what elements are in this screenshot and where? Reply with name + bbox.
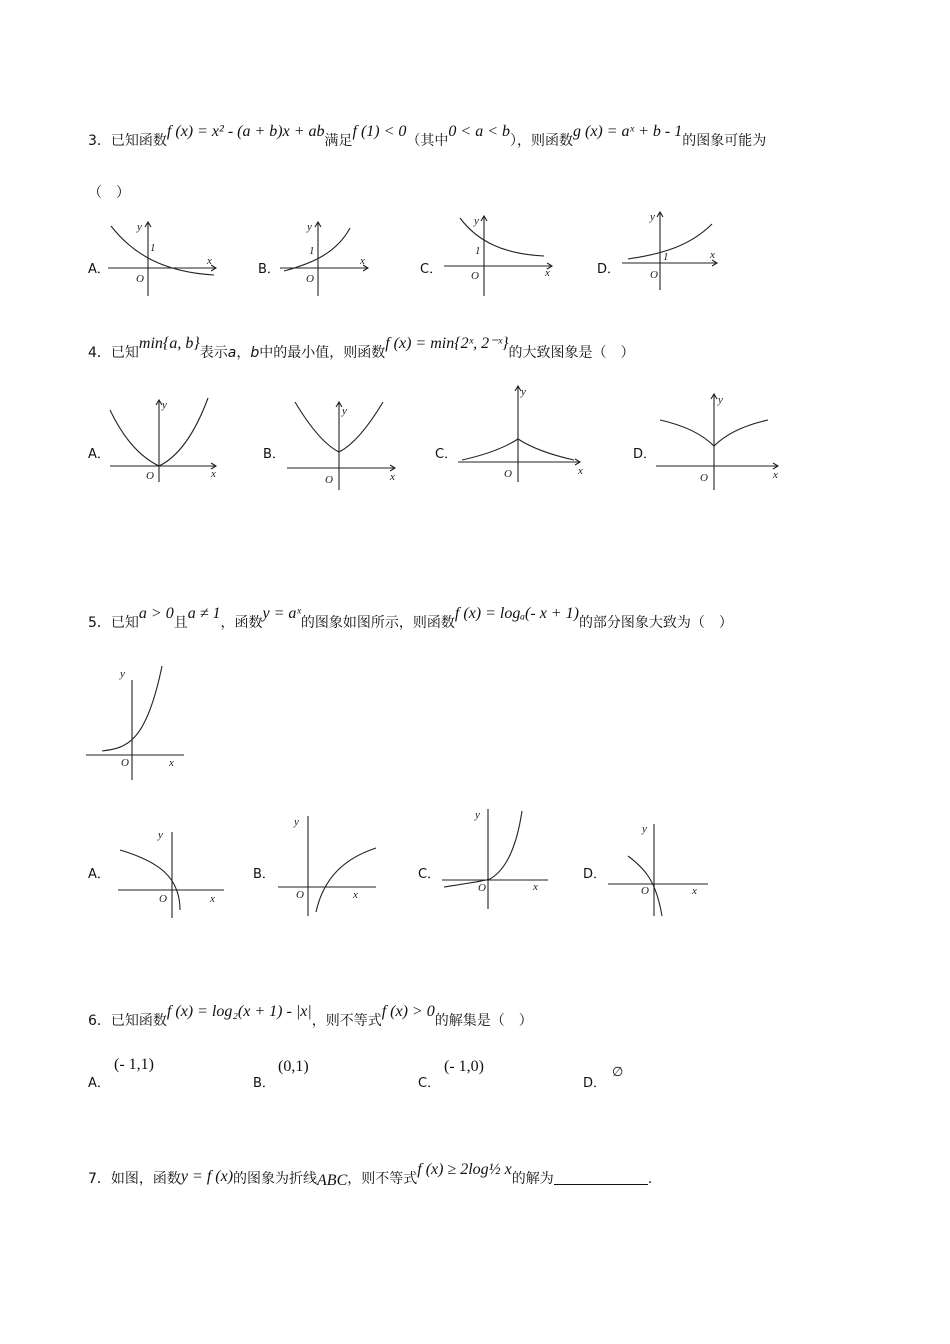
q4-stem bbox=[88, 335, 635, 362]
origin-label: O bbox=[159, 893, 167, 905]
origin-label: O bbox=[306, 273, 314, 285]
q7-text-4: 的解为 bbox=[511, 1171, 554, 1187]
q3-option-b-graph[interactable] bbox=[280, 218, 380, 300]
q3-option-c-label[interactable]: C． bbox=[420, 262, 443, 277]
q4-option-d-graph[interactable] bbox=[656, 390, 786, 490]
y-label: y bbox=[307, 221, 312, 233]
q6-text-1: 已知函数 bbox=[110, 1013, 167, 1029]
curve bbox=[460, 218, 544, 256]
q4-option-c-label[interactable]: C． bbox=[435, 447, 458, 462]
q4-var-b: b bbox=[250, 345, 260, 361]
y-label: y bbox=[137, 221, 142, 233]
q4-option-b-graph[interactable] bbox=[287, 398, 402, 490]
y-label: y bbox=[294, 816, 299, 828]
q4-option-b-label[interactable]: B． bbox=[263, 447, 285, 462]
q4-var-a: a bbox=[227, 345, 237, 361]
origin-label: O bbox=[136, 273, 144, 285]
q4-text-2: 表示 bbox=[199, 345, 228, 361]
y-label: y bbox=[521, 386, 526, 398]
q5-text-3: ，函数 bbox=[220, 615, 263, 631]
q3-text-2: 满足 bbox=[324, 133, 353, 149]
q6-option-d-value[interactable]: ∅ bbox=[612, 1064, 624, 1079]
q5-option-c-graph[interactable] bbox=[440, 805, 552, 909]
q7-number: 7． bbox=[88, 1171, 111, 1187]
q5-option-a-label[interactable]: A． bbox=[88, 867, 110, 882]
q7-inequality: f (x) ≥ 2log½ x bbox=[417, 1161, 512, 1178]
curve bbox=[284, 228, 350, 271]
q5-option-c-label[interactable]: C． bbox=[418, 867, 441, 882]
origin-label: O bbox=[650, 269, 658, 281]
q7-text-5: . bbox=[647, 1171, 653, 1187]
q5-cond-a-positive: a > 0 bbox=[138, 605, 174, 622]
q5-function-f: f (x) = logₐ(- x + 1) bbox=[454, 605, 579, 622]
origin-label: O bbox=[700, 472, 708, 484]
x-label: x bbox=[210, 893, 215, 905]
q3-function-g: g (x) = aˣ + b - 1 bbox=[573, 123, 683, 140]
y-label: y bbox=[474, 215, 479, 227]
q5-text-1: 已知 bbox=[110, 615, 139, 631]
q4-text-3: ， bbox=[236, 345, 251, 361]
q7-text-1: 如图，函数 bbox=[110, 1171, 181, 1187]
q6-option-b-label[interactable]: B． bbox=[253, 1076, 275, 1091]
q4-option-a-graph[interactable] bbox=[108, 394, 228, 484]
q3-number: 3． bbox=[88, 133, 111, 149]
y-label: y bbox=[162, 399, 167, 411]
y-label: y bbox=[642, 823, 647, 835]
q7-function-y: y = f (x) bbox=[180, 1168, 234, 1185]
x-label: x bbox=[773, 469, 778, 481]
q5-option-d-graph[interactable] bbox=[606, 820, 716, 916]
q3-option-d-graph[interactable] bbox=[622, 208, 727, 296]
x-label: x bbox=[211, 468, 216, 480]
q5-reference-graph bbox=[86, 660, 196, 782]
q3-range: 0 < a < b bbox=[448, 123, 510, 140]
q3-condition: f (1) < 0 bbox=[352, 123, 407, 140]
q7-stem bbox=[88, 1161, 653, 1189]
q5-text-2: 且 bbox=[173, 615, 188, 631]
q3-text-1: 已知函数 bbox=[110, 133, 167, 149]
q4-text-1: 已知 bbox=[110, 345, 139, 361]
q6-text-2: ，则不等式 bbox=[311, 1013, 382, 1029]
q5-number: 5． bbox=[88, 615, 111, 631]
q3-option-a-graph[interactable] bbox=[108, 218, 223, 300]
x-label: x bbox=[545, 267, 550, 279]
q5-text-4: 的图象如图所示，则函数 bbox=[300, 615, 455, 631]
q3-option-b-label[interactable]: B． bbox=[258, 262, 280, 277]
q4-function-f: f (x) = min{2ˣ, 2⁻ˣ} bbox=[385, 335, 509, 352]
curve bbox=[628, 224, 712, 259]
q4-option-a-label[interactable]: A． bbox=[88, 447, 110, 462]
q4-text-5: 的大致图象是（ ） bbox=[508, 345, 635, 361]
tick-1: 1 bbox=[150, 242, 156, 254]
origin-label: O bbox=[121, 757, 129, 769]
origin-label: O bbox=[641, 885, 649, 897]
y-label: y bbox=[120, 668, 125, 680]
tick-1: 1 bbox=[309, 245, 315, 257]
x-label: x bbox=[692, 885, 697, 897]
q7-polyline-abc: ABC bbox=[317, 1172, 348, 1189]
y-label: y bbox=[475, 809, 480, 821]
curve bbox=[120, 850, 180, 910]
q6-stem bbox=[88, 1003, 533, 1030]
q5-option-b-label[interactable]: B． bbox=[253, 867, 275, 882]
q3-option-d-label[interactable]: D． bbox=[597, 262, 621, 277]
q3-text-3: （其中 bbox=[406, 133, 449, 149]
q3-option-a-label[interactable]: A． bbox=[88, 262, 110, 277]
tick-1: 1 bbox=[663, 251, 669, 263]
q3-option-c-graph[interactable] bbox=[444, 212, 564, 300]
q7-text-3: ，则不等式 bbox=[347, 1171, 418, 1187]
q6-option-c-value[interactable]: (- 1,0) bbox=[444, 1058, 484, 1075]
x-label: x bbox=[390, 471, 395, 483]
q3-text-5: 的图象可能为 bbox=[682, 133, 767, 149]
x-label: x bbox=[360, 255, 365, 267]
x-label: x bbox=[353, 889, 358, 901]
q6-option-b-value[interactable]: (0,1) bbox=[278, 1058, 309, 1075]
y-label: y bbox=[718, 394, 723, 406]
y-label: y bbox=[158, 829, 163, 841]
q6-option-a-value[interactable]: (- 1,1) bbox=[114, 1056, 154, 1073]
q4-option-c-graph[interactable] bbox=[458, 382, 588, 482]
q5-cond-a-not-one: a ≠ 1 bbox=[187, 605, 221, 622]
q3-text-4: ），则函数 bbox=[510, 133, 573, 149]
q6-function-f: f (x) = log₂(x + 1) - |x| bbox=[166, 1003, 312, 1020]
q6-number: 6． bbox=[88, 1013, 111, 1029]
q5-option-a-graph[interactable] bbox=[116, 828, 231, 924]
q5-option-b-graph[interactable] bbox=[276, 812, 388, 916]
x-label: x bbox=[533, 881, 538, 893]
q5-text-5: 的部分图象大致为（ ） bbox=[578, 615, 733, 631]
origin-label: O bbox=[471, 270, 479, 282]
q4-min-notation: min{a, b} bbox=[138, 335, 200, 352]
q6-option-c-label[interactable]: C． bbox=[418, 1076, 441, 1091]
y-label: y bbox=[650, 211, 655, 223]
curve bbox=[316, 848, 376, 912]
q3-answer-paren: （ ） bbox=[88, 185, 130, 201]
q4-number: 4． bbox=[88, 345, 111, 361]
q7-text-2: 的图象为折线 bbox=[233, 1171, 318, 1187]
origin-label: O bbox=[478, 882, 486, 894]
q6-text-3: 的解集是（ ） bbox=[434, 1013, 533, 1029]
q5-function-y: y = aˣ bbox=[262, 605, 301, 622]
q4-option-d-label[interactable]: D． bbox=[633, 447, 657, 462]
tick-1: 1 bbox=[475, 245, 481, 257]
q6-inequality: f (x) > 0 bbox=[381, 1003, 435, 1020]
curve bbox=[444, 811, 522, 887]
q4-text-4: 中的最小值，则函数 bbox=[259, 345, 386, 361]
q6-option-a-label[interactable]: A． bbox=[88, 1076, 110, 1091]
y-label: y bbox=[342, 405, 347, 417]
q3-function-f: f (x) = x² - (a + b)x + ab bbox=[166, 123, 325, 140]
q5-option-d-label[interactable]: D． bbox=[583, 867, 607, 882]
q3-stem bbox=[88, 123, 767, 150]
origin-label: O bbox=[325, 474, 333, 486]
x-label: x bbox=[578, 465, 583, 477]
q7-answer-blank[interactable] bbox=[554, 1170, 648, 1185]
x-label: x bbox=[207, 255, 212, 267]
q5-stem bbox=[88, 605, 733, 632]
x-label: x bbox=[169, 757, 174, 769]
origin-label: O bbox=[296, 889, 304, 901]
origin-label: O bbox=[146, 470, 154, 482]
origin-label: O bbox=[504, 468, 512, 480]
x-label: x bbox=[710, 249, 715, 261]
q6-option-d-label[interactable]: D． bbox=[583, 1076, 607, 1091]
